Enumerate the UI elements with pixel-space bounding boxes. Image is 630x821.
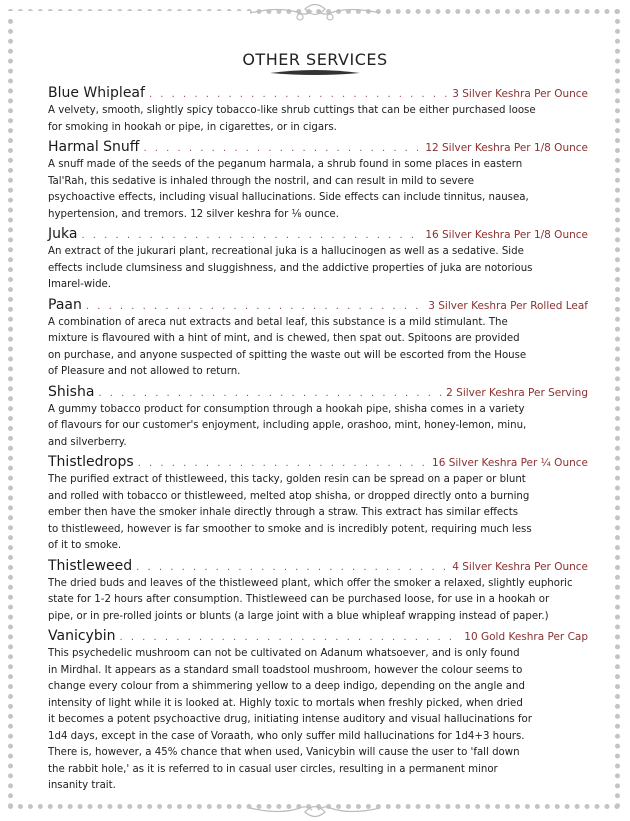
description-line: The dried buds and leaves of the thistleweed plant, which offer the smoker a relaxed, slightly euphoric <box>48 577 573 589</box>
dot-leader <box>98 384 442 403</box>
service-price: 3 Silver Keshra Per Rolled Leaf <box>428 299 588 312</box>
description-line: of flavours for our customer's enjoyment, including apple, orashoo, mint, honey-lemon, minu, <box>48 420 527 431</box>
service-price: 16 Silver Keshra Per 1/8 Ounce <box>425 229 588 241</box>
service-price: 16 Silver Keshra Per ¼ Ounce <box>432 457 588 469</box>
title-swash-ornament <box>265 69 365 77</box>
description-line: on purchase, and anyone suspected of spitting the waste out will be escorted from the House <box>48 349 527 361</box>
top-flourish-ornament <box>0 2 630 24</box>
bottom-flourish-ornament <box>0 797 630 819</box>
description-line: for smoking in hookah or pipe, in cigarettes, or in cigars. <box>48 121 337 133</box>
service-header <box>48 296 588 315</box>
service-name: Blue Whipleaf <box>48 85 145 101</box>
service-description <box>48 315 588 383</box>
description-line: An extract of the jukurari plant, recreational juka is a hallucinogen as well as a sedative. Side <box>48 246 524 257</box>
description-line: Imarel-wide. <box>48 279 112 290</box>
service-header <box>48 138 588 157</box>
page-title: OTHER SERVICES <box>242 50 388 69</box>
description-line: intensity of light while it is looked at. Highly toxic to mortals when freshly picked, when dried <box>48 697 523 709</box>
service-name: Shisha <box>48 383 95 400</box>
service-description <box>48 576 588 628</box>
description-line: ember then have the smoker inhale directly through a straw. This extract has similar effects <box>48 507 519 518</box>
service-name: Thistleweed <box>48 557 133 574</box>
service-entry <box>48 453 588 557</box>
description-line: change every colour from a shimmering yellow to a deep indigo, depending on the angle and <box>48 681 525 692</box>
description-line: and rolled with tobacco or thistleweed, melted atop shisha, or dropped directly onto a burning <box>48 490 530 502</box>
service-description <box>48 402 588 454</box>
dot-leader <box>86 297 424 316</box>
service-entry <box>48 84 588 138</box>
service-name: Harmal Snuff <box>48 139 140 155</box>
description-line: Tal'Rah, this sedative is inhaled through the nostril, and can result in mild to severe <box>48 175 475 187</box>
service-description <box>48 103 588 138</box>
dot-leader <box>143 139 421 158</box>
description-line: mixture is flavoured with a hint of mint, and is chewed, then spat out. Spitoons are provided <box>48 333 520 344</box>
description-line: and silverberry. <box>48 436 127 448</box>
service-entry <box>48 383 588 454</box>
service-price: 10 Gold Keshra Per Cap <box>464 631 588 643</box>
description-line: A gummy tobacco product for consumption through a hookah pipe, shisha comes in a variety <box>48 403 525 415</box>
service-price: 4 Silver Keshra Per Ounce <box>452 560 588 573</box>
service-description <box>48 244 588 296</box>
service-name: Paan <box>48 296 82 313</box>
service-description <box>48 472 588 557</box>
description-line: to thistleweed, however is far smoother to smoke and is incredibly potent, requiring much less <box>48 523 532 535</box>
service-price: 12 Silver Keshra Per 1/8 Ounce <box>425 142 588 154</box>
dot-leader <box>138 454 428 473</box>
service-entry <box>48 557 588 628</box>
service-entry <box>48 225 588 296</box>
service-name: Thistledrops <box>48 454 134 470</box>
description-line: state for 1-2 hours after consumption. Thistleweed can be purchased loose, for use in a hookah or <box>48 594 550 605</box>
description-line: hypertension, and tremors. 12 silver keshra for ⅛ ounce. <box>48 208 339 220</box>
description-line: There is, however, a 45% chance that when used, Vanicybin will cause the user to 'fall down <box>48 747 520 758</box>
service-header <box>48 225 588 244</box>
service-price: 2 Silver Keshra Per Serving <box>446 386 588 399</box>
service-header <box>48 627 588 646</box>
service-name: Vanicybin <box>48 628 116 644</box>
description-line: A snuff made of the seeds of the peganum harmala, a shrub found in some places in eastern <box>48 159 523 170</box>
description-line: of it to smoke. <box>48 540 122 551</box>
service-price: 3 Silver Keshra Per Ounce <box>452 88 588 100</box>
service-header <box>48 453 588 472</box>
service-header <box>48 557 588 576</box>
dot-leader <box>119 628 460 647</box>
service-name: Juka <box>48 226 78 242</box>
service-description <box>48 646 588 797</box>
description-line: A combination of areca nut extracts and betal leaf, this substance is a mild stimulant. The <box>48 316 508 328</box>
description-line: in Mirdhal. It appears as a standard small toadstool mushroom, however the colour seems to <box>48 664 523 676</box>
description-line: pipe, or in pre-rolled joints or blunts (a large joint with a blue whipleaf wrapping instead of paper.) <box>48 610 549 622</box>
description-line: it becomes a potent psychoactive drug, initiating intense auditory and visual hallucinations for <box>48 714 532 725</box>
dot-leader <box>149 85 448 104</box>
description-line: psychoactive effects, including visual hallucinations. Side effects can include tinnitus, nausea, <box>48 192 529 203</box>
description-line: effects include clumsiness and sluggishness, and the addictive properties of juka are notorious <box>48 262 533 274</box>
service-header <box>48 84 588 103</box>
service-entry <box>48 627 588 797</box>
service-description <box>48 157 588 225</box>
description-line: the rabbit hole,' as it is referred to in casual user circles, resulting in a permanent minor <box>48 763 498 775</box>
description-line: The purified extract of thistleweed, this tacky, golden resin can be spread on a paper or blunt <box>48 474 526 485</box>
services-list <box>48 84 588 797</box>
dot-leader <box>136 558 448 577</box>
description-line: of Pleasure and not allowed to return. <box>48 366 241 377</box>
description-line: insanity trait. <box>48 780 116 791</box>
service-entry <box>48 296 588 383</box>
service-entry <box>48 138 588 225</box>
service-header <box>48 383 588 402</box>
description-line: 1d4 days, except in the case of Voraath, who only suffer mild hallucinations for 1d4+3 hours. <box>48 730 525 742</box>
description-line: A velvety, smooth, slightly spicy tobacco-like shrub cuttings that can be either purchased loose <box>48 105 536 116</box>
dot-leader <box>81 226 421 245</box>
description-line: This psychedelic mushroom can not be cultivated on Adanum whatsoever, and is only found <box>48 648 520 659</box>
